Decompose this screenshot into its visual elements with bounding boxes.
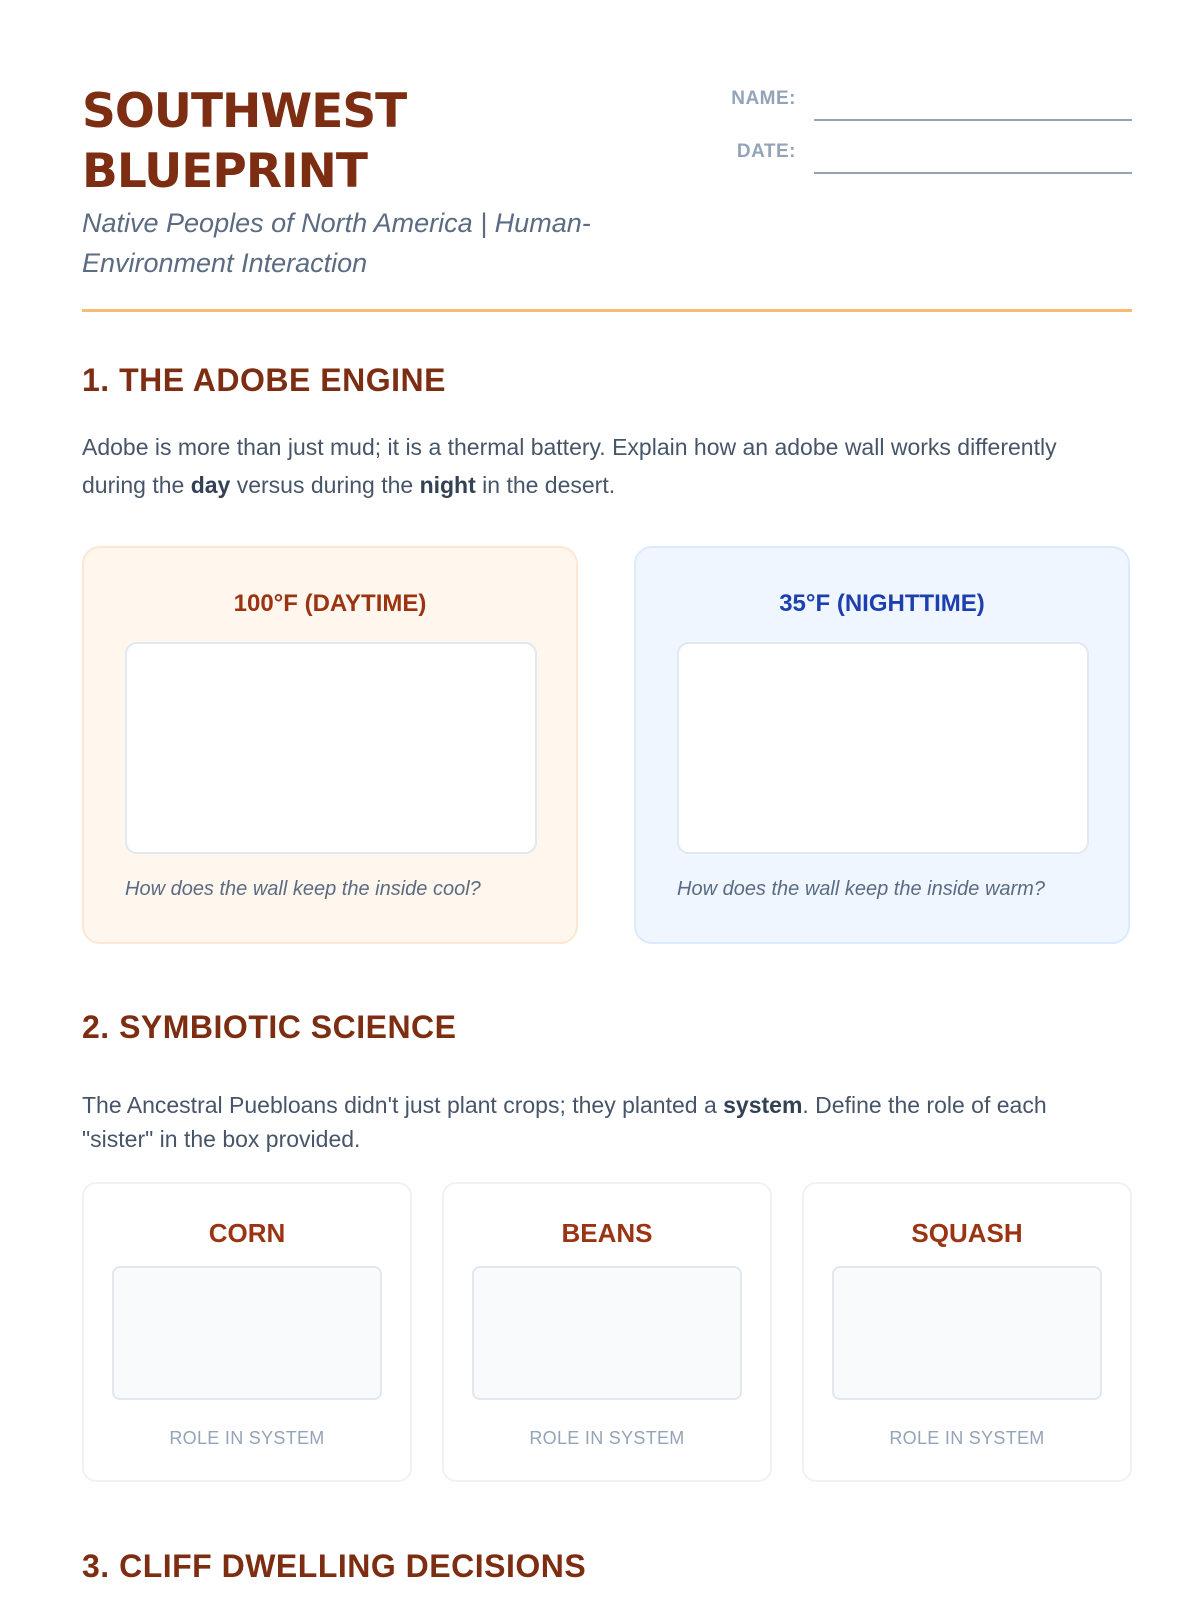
section-1-prompt-night: night: [419, 472, 476, 498]
sister-name: CORN: [208, 1218, 286, 1248]
daytime-card: [82, 546, 578, 944]
sister-name: BEANS: [561, 1218, 653, 1248]
section-1-prompt-text-2: versus during the: [230, 472, 420, 498]
nighttime-hint: How does the wall keep the inside warm?: [677, 878, 1045, 900]
header-divider: [82, 309, 1132, 312]
nighttime-answer-box[interactable]: [677, 642, 1089, 854]
section-1-prompt-text-3: in the desert.: [475, 472, 616, 498]
sister-card-squash: [802, 1182, 1132, 1482]
name-label: NAME:: [731, 88, 796, 109]
date-input-line[interactable]: [814, 172, 1132, 174]
section-2-prompt-text-2: . Define the role of each "sister" in the box provided.: [82, 1092, 1047, 1152]
daytime-hint: How does the wall keep the inside cool?: [125, 878, 481, 900]
sister-card-beans: [442, 1182, 772, 1482]
corn-answer-box[interactable]: [112, 1266, 382, 1400]
sister-name: SQUASH: [911, 1218, 1023, 1248]
worksheet-subtitle: Native Peoples of North America | Human-Environment Interaction: [82, 208, 591, 278]
daytime-card-title: 100°F (DAYTIME): [233, 590, 427, 617]
section-2-prompt: [82, 1088, 1092, 1156]
title-line-2: BLUEPRINT: [82, 144, 367, 199]
section-2-prompt-text-1: The Ancestral Puebloans didn't just plant crops; they planted a: [82, 1092, 724, 1118]
section-2-title: 2. SYMBIOTIC SCIENCE: [82, 1009, 457, 1045]
nighttime-card-title: 35°F (NIGHTTIME): [779, 590, 985, 617]
worksheet-title: [82, 82, 642, 202]
section-1-title: 1. THE ADOBE ENGINE: [82, 362, 446, 398]
section-2-prompt-system: system: [723, 1092, 803, 1118]
title-line-1: SOUTHWEST: [82, 84, 407, 139]
name-field-row: [704, 84, 1132, 124]
section-1-prompt: [82, 428, 1092, 504]
name-input-line[interactable]: [814, 119, 1132, 121]
squash-answer-box[interactable]: [832, 1266, 1102, 1400]
section-3-title: 3. CLIFF DWELLING DECISIONS: [82, 1548, 587, 1584]
beans-answer-box[interactable]: [472, 1266, 742, 1400]
daytime-answer-box[interactable]: [125, 642, 537, 854]
sister-card-corn: [82, 1182, 412, 1482]
sister-caption: ROLE IN SYSTEM: [529, 1428, 685, 1448]
section-1-prompt-day: day: [190, 472, 231, 498]
date-label: DATE:: [736, 141, 796, 162]
date-field-row: [704, 137, 1132, 177]
nighttime-card: [634, 546, 1130, 944]
sister-caption: ROLE IN SYSTEM: [889, 1428, 1045, 1448]
section-1-prompt-text-1: Adobe is more than just mud; it is a thermal battery. Explain how an adobe wall works differently during the: [82, 434, 1057, 498]
worksheet-page: [82, 0, 1132, 1600]
sister-caption: ROLE IN SYSTEM: [169, 1428, 325, 1448]
